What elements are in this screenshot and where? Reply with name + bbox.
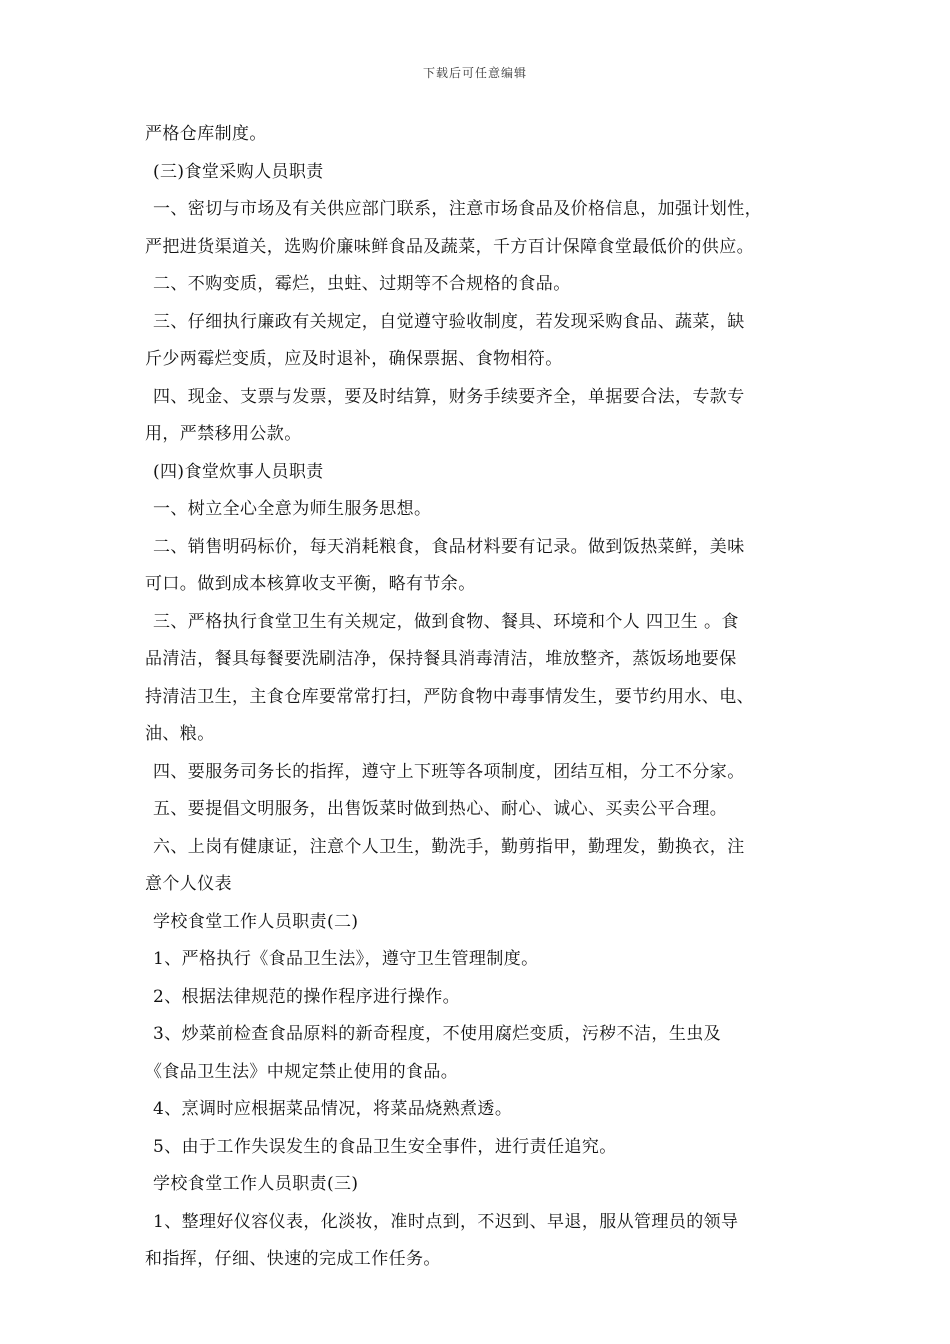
text-line: 一、树立全心全意为师生服务思想。 <box>153 499 432 519</box>
text-line: 1、严格执行《食品卫生法》，遵守卫生管理制度。 <box>153 949 539 969</box>
text-line: 可口。做到成本核算收支平衡，略有节余。 <box>145 574 476 594</box>
text-line: 一、密切与市场及有关供应部门联系，注意市场食品及价格信息，加强计划性， <box>153 199 762 219</box>
text-line: 二、销售明码标价，每天消耗粮食，食品材料要有记录。做到饭热菜鲜，美味 <box>153 536 745 557</box>
text-line: 用，严禁移用公款。 <box>145 424 302 444</box>
text-line: 斤少两霉烂变质，应及时退补，确保票据、食物相符。 <box>145 349 563 369</box>
page-header: 下载后可任意编辑 <box>422 66 527 80</box>
text-line: 5、由于工作失误发生的食品卫生安全事件，进行责任追究。 <box>153 1136 617 1157</box>
text-line: 2、根据法律规范的操作程序进行操作。 <box>153 986 461 1007</box>
text-line: (四)食堂炊事人员职责 <box>153 461 324 482</box>
document-body <box>145 116 825 1279</box>
text-line: (三)食堂采购人员职责 <box>153 161 324 182</box>
text-line: 意个人仪表 <box>145 874 232 894</box>
text-line: 严格仓库制度。 <box>145 124 267 144</box>
text-line: 油、粮。 <box>145 724 215 744</box>
text-line: 持清洁卫生，主食仓库要常常打扫，严防食物中毒事情发生，要节约用水、电、 <box>145 686 754 707</box>
text-line: 三、严格执行食堂卫生有关规定，做到食物、餐具、环境和个人 四卫生 。食 <box>153 611 739 632</box>
text-line: 二、不购变质，霉烂，虫蛀、过期等不合规格的食品。 <box>153 274 571 294</box>
text-line: 1、整理好仪容仪表，化淡妆，准时点到，不迟到、早退，服从管理员的领导 <box>153 1211 739 1232</box>
text-line: 四、现金、支票与发票，要及时结算，财务手续要齐全，单据要合法，专款专 <box>153 386 745 407</box>
text-line: 《食品卫生法》中规定禁止使用的食品。 <box>145 1061 459 1082</box>
text-line: 四、要服务司务长的指挥，遵守上下班等各项制度，团结互相，分工不分家。 <box>153 761 745 782</box>
text-line: 五、要提倡文明服务，出售饭菜时做到热心、耐心、诚心、买卖公平合理。 <box>153 799 728 819</box>
text-line: 六、上岗有健康证，注意个人卫生，勤洗手，勤剪指甲，勤理发，勤换衣，注 <box>153 836 745 857</box>
text-line: 严把进货渠道关，选购价廉味鲜食品及蔬菜，千方百计保障食堂最低价的供应。 <box>145 236 754 257</box>
text-line: 3、炒菜前检查食品原料的新奇程度，不使用腐烂变质，污秽不洁，生虫及 <box>153 1024 722 1044</box>
text-line: 品清洁，餐具每餐要洗刷洁净，保持餐具消毒清洁，堆放整齐，蒸饭场地要保 <box>145 649 737 669</box>
text-line: 4、烹调时应根据菜品情况，将菜品烧熟煮透。 <box>153 1099 513 1119</box>
text-line: 学校食堂工作人员职责(二) <box>153 911 359 932</box>
text-line: 三、仔细执行廉政有关规定，自觉遵守验收制度，若发现采购食品、蔬菜，缺 <box>153 311 745 332</box>
text-line: 和指挥，仔细、快速的完成工作任务。 <box>145 1249 441 1269</box>
text-line: 学校食堂工作人员职责(三) <box>153 1174 359 1194</box>
